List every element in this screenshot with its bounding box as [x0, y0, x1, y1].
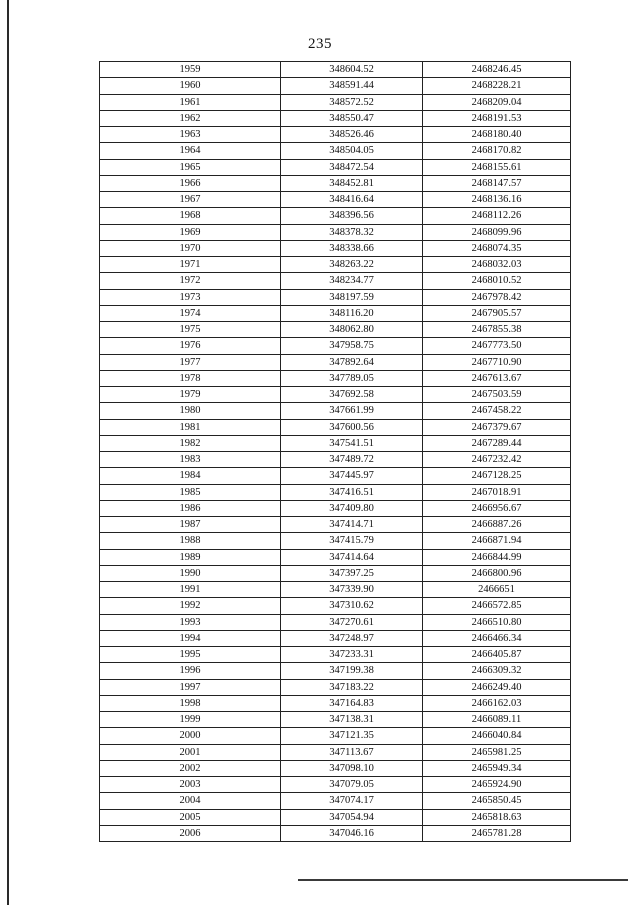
table-row — [100, 62, 571, 78]
table-row — [100, 175, 571, 191]
year-cell: 1983 — [100, 452, 281, 468]
year-cell: 1974 — [100, 305, 281, 321]
y-coordinate-cell: 2468010.52 — [423, 273, 571, 289]
y-coordinate-cell: 2467978.42 — [423, 289, 571, 305]
table-row — [100, 127, 571, 143]
year-cell: 1971 — [100, 257, 281, 273]
y-coordinate-cell: 2466466.34 — [423, 630, 571, 646]
year-cell: 1981 — [100, 419, 281, 435]
x-coordinate-cell: 347415.79 — [281, 533, 423, 549]
x-coordinate-cell: 347958.75 — [281, 338, 423, 354]
y-coordinate-cell: 2466510.80 — [423, 614, 571, 630]
x-coordinate-cell: 347692.58 — [281, 387, 423, 403]
y-coordinate-cell: 2468136.16 — [423, 192, 571, 208]
y-coordinate-cell: 2468228.21 — [423, 78, 571, 94]
x-coordinate-cell: 347164.83 — [281, 695, 423, 711]
year-cell: 1961 — [100, 94, 281, 110]
table-row — [100, 565, 571, 581]
x-coordinate-cell: 347138.31 — [281, 712, 423, 728]
x-coordinate-cell: 348550.47 — [281, 110, 423, 126]
table-row — [100, 598, 571, 614]
table-row — [100, 257, 571, 273]
y-coordinate-cell: 2467128.25 — [423, 468, 571, 484]
x-coordinate-cell: 347445.97 — [281, 468, 423, 484]
year-cell: 2002 — [100, 760, 281, 776]
year-cell: 2006 — [100, 825, 281, 841]
x-coordinate-cell: 347397.25 — [281, 565, 423, 581]
year-cell: 1996 — [100, 663, 281, 679]
x-coordinate-cell: 347541.51 — [281, 435, 423, 451]
table-row — [100, 159, 571, 175]
table-row — [100, 793, 571, 809]
year-cell: 1998 — [100, 695, 281, 711]
year-cell: 1975 — [100, 322, 281, 338]
table-row — [100, 647, 571, 663]
y-coordinate-cell: 2467613.67 — [423, 370, 571, 386]
x-coordinate-cell: 347339.90 — [281, 582, 423, 598]
table-row — [100, 240, 571, 256]
y-coordinate-cell: 2468147.57 — [423, 175, 571, 191]
x-coordinate-cell: 347409.80 — [281, 500, 423, 516]
coordinates-table — [99, 61, 571, 842]
y-coordinate-cell: 2466956.67 — [423, 500, 571, 516]
y-coordinate-cell: 2467773.50 — [423, 338, 571, 354]
y-coordinate-cell: 2466162.03 — [423, 695, 571, 711]
year-cell: 1978 — [100, 370, 281, 386]
table-row — [100, 94, 571, 110]
x-coordinate-cell: 347310.62 — [281, 598, 423, 614]
x-coordinate-cell: 348416.64 — [281, 192, 423, 208]
x-coordinate-cell: 347046.16 — [281, 825, 423, 841]
y-coordinate-cell: 2466089.11 — [423, 712, 571, 728]
y-coordinate-cell: 2467855.38 — [423, 322, 571, 338]
table-row — [100, 452, 571, 468]
y-coordinate-cell: 2465924.90 — [423, 777, 571, 793]
y-coordinate-cell: 2466844.99 — [423, 549, 571, 565]
x-coordinate-cell: 348234.77 — [281, 273, 423, 289]
table-body — [100, 62, 571, 842]
year-cell: 1988 — [100, 533, 281, 549]
y-coordinate-cell: 2466040.84 — [423, 728, 571, 744]
x-coordinate-cell: 347414.71 — [281, 517, 423, 533]
x-coordinate-cell: 348452.81 — [281, 175, 423, 191]
x-coordinate-cell: 348504.05 — [281, 143, 423, 159]
y-coordinate-cell: 2467905.57 — [423, 305, 571, 321]
year-cell: 1999 — [100, 712, 281, 728]
year-cell: 1977 — [100, 354, 281, 370]
y-coordinate-cell: 2468032.03 — [423, 257, 571, 273]
y-coordinate-cell: 2466887.26 — [423, 517, 571, 533]
year-cell: 1959 — [100, 62, 281, 78]
x-coordinate-cell: 348062.80 — [281, 322, 423, 338]
year-cell: 2003 — [100, 777, 281, 793]
x-coordinate-cell: 348116.20 — [281, 305, 423, 321]
y-coordinate-cell: 2466871.94 — [423, 533, 571, 549]
table-row — [100, 208, 571, 224]
table-row — [100, 273, 571, 289]
table-row — [100, 549, 571, 565]
x-coordinate-cell: 347270.61 — [281, 614, 423, 630]
year-cell: 1993 — [100, 614, 281, 630]
y-coordinate-cell: 2468155.61 — [423, 159, 571, 175]
y-coordinate-cell: 2466249.40 — [423, 679, 571, 695]
x-coordinate-cell: 347661.99 — [281, 403, 423, 419]
y-coordinate-cell: 2468191.53 — [423, 110, 571, 126]
table-row — [100, 809, 571, 825]
y-coordinate-cell: 2467710.90 — [423, 354, 571, 370]
x-coordinate-cell: 347489.72 — [281, 452, 423, 468]
year-cell: 1994 — [100, 630, 281, 646]
x-coordinate-cell: 347248.97 — [281, 630, 423, 646]
table-row — [100, 338, 571, 354]
year-cell: 1991 — [100, 582, 281, 598]
y-coordinate-cell: 2467503.59 — [423, 387, 571, 403]
x-coordinate-cell: 347892.64 — [281, 354, 423, 370]
y-coordinate-cell: 2468246.45 — [423, 62, 571, 78]
x-coordinate-cell: 347054.94 — [281, 809, 423, 825]
y-coordinate-cell: 2467018.91 — [423, 484, 571, 500]
year-cell: 1967 — [100, 192, 281, 208]
y-coordinate-cell: 2466405.87 — [423, 647, 571, 663]
table-row — [100, 517, 571, 533]
table-row — [100, 224, 571, 240]
y-coordinate-cell: 2467458.22 — [423, 403, 571, 419]
y-coordinate-cell: 2465781.28 — [423, 825, 571, 841]
year-cell: 1969 — [100, 224, 281, 240]
table-row — [100, 468, 571, 484]
year-cell: 1995 — [100, 647, 281, 663]
table-row — [100, 322, 571, 338]
table-row — [100, 614, 571, 630]
year-cell: 1968 — [100, 208, 281, 224]
year-cell: 1964 — [100, 143, 281, 159]
table-row — [100, 354, 571, 370]
y-coordinate-cell: 2465981.25 — [423, 744, 571, 760]
table-row — [100, 419, 571, 435]
y-coordinate-cell: 2467232.42 — [423, 452, 571, 468]
table-row — [100, 760, 571, 776]
y-coordinate-cell: 2466651 — [423, 582, 571, 598]
table-row — [100, 192, 571, 208]
table-row — [100, 78, 571, 94]
y-coordinate-cell: 2465850.45 — [423, 793, 571, 809]
y-coordinate-cell: 2468209.04 — [423, 94, 571, 110]
year-cell: 1970 — [100, 240, 281, 256]
y-coordinate-cell: 2466309.32 — [423, 663, 571, 679]
x-coordinate-cell: 347074.17 — [281, 793, 423, 809]
table-row — [100, 387, 571, 403]
x-coordinate-cell: 347789.05 — [281, 370, 423, 386]
x-coordinate-cell: 348338.66 — [281, 240, 423, 256]
x-coordinate-cell: 347414.64 — [281, 549, 423, 565]
table-row — [100, 484, 571, 500]
year-cell: 1986 — [100, 500, 281, 516]
table-row — [100, 143, 571, 159]
year-cell: 1989 — [100, 549, 281, 565]
x-coordinate-cell: 347416.51 — [281, 484, 423, 500]
y-coordinate-cell: 2468180.40 — [423, 127, 571, 143]
year-cell: 2000 — [100, 728, 281, 744]
table-row — [100, 289, 571, 305]
table-row — [100, 630, 571, 646]
year-cell: 1973 — [100, 289, 281, 305]
x-coordinate-cell: 348378.32 — [281, 224, 423, 240]
x-coordinate-cell: 347113.67 — [281, 744, 423, 760]
table-row — [100, 777, 571, 793]
year-cell: 1962 — [100, 110, 281, 126]
x-coordinate-cell: 348526.46 — [281, 127, 423, 143]
x-coordinate-cell: 348604.52 — [281, 62, 423, 78]
y-coordinate-cell: 2468112.26 — [423, 208, 571, 224]
table-row — [100, 825, 571, 841]
year-cell: 1992 — [100, 598, 281, 614]
page-number: 235 — [308, 36, 332, 52]
table-row — [100, 712, 571, 728]
table-row — [100, 728, 571, 744]
x-coordinate-cell: 347183.22 — [281, 679, 423, 695]
x-coordinate-cell: 348572.52 — [281, 94, 423, 110]
y-coordinate-cell: 2468074.35 — [423, 240, 571, 256]
y-coordinate-cell: 2467379.67 — [423, 419, 571, 435]
table-row — [100, 305, 571, 321]
x-coordinate-cell: 347199.38 — [281, 663, 423, 679]
y-coordinate-cell: 2466800.96 — [423, 565, 571, 581]
table-row — [100, 679, 571, 695]
year-cell: 2001 — [100, 744, 281, 760]
x-coordinate-cell: 347098.10 — [281, 760, 423, 776]
table-row — [100, 370, 571, 386]
year-cell: 1963 — [100, 127, 281, 143]
y-coordinate-cell: 2466572.85 — [423, 598, 571, 614]
year-cell: 1984 — [100, 468, 281, 484]
year-cell: 1960 — [100, 78, 281, 94]
year-cell: 1997 — [100, 679, 281, 695]
year-cell: 1966 — [100, 175, 281, 191]
y-coordinate-cell: 2465949.34 — [423, 760, 571, 776]
footer-rule — [298, 879, 628, 881]
year-cell: 1976 — [100, 338, 281, 354]
year-cell: 1965 — [100, 159, 281, 175]
year-cell: 1979 — [100, 387, 281, 403]
table-row — [100, 695, 571, 711]
table-row — [100, 582, 571, 598]
year-cell: 2004 — [100, 793, 281, 809]
x-coordinate-cell: 348197.59 — [281, 289, 423, 305]
year-cell: 2005 — [100, 809, 281, 825]
x-coordinate-cell: 347079.05 — [281, 777, 423, 793]
year-cell: 1985 — [100, 484, 281, 500]
x-coordinate-cell: 348396.56 — [281, 208, 423, 224]
table-row — [100, 403, 571, 419]
x-coordinate-cell: 347233.31 — [281, 647, 423, 663]
x-coordinate-cell: 348472.54 — [281, 159, 423, 175]
table-row — [100, 435, 571, 451]
x-coordinate-cell: 347121.35 — [281, 728, 423, 744]
table-row — [100, 500, 571, 516]
year-cell: 1972 — [100, 273, 281, 289]
table-row — [100, 663, 571, 679]
table-row — [100, 110, 571, 126]
year-cell: 1980 — [100, 403, 281, 419]
table-row — [100, 533, 571, 549]
year-cell: 1982 — [100, 435, 281, 451]
year-cell: 1987 — [100, 517, 281, 533]
y-coordinate-cell: 2468099.96 — [423, 224, 571, 240]
x-coordinate-cell: 348263.22 — [281, 257, 423, 273]
x-coordinate-cell: 347600.56 — [281, 419, 423, 435]
table-row — [100, 744, 571, 760]
y-coordinate-cell: 2468170.82 — [423, 143, 571, 159]
y-coordinate-cell: 2465818.63 — [423, 809, 571, 825]
year-cell: 1990 — [100, 565, 281, 581]
y-coordinate-cell: 2467289.44 — [423, 435, 571, 451]
scan-left-edge-line — [7, 0, 9, 905]
x-coordinate-cell: 348591.44 — [281, 78, 423, 94]
